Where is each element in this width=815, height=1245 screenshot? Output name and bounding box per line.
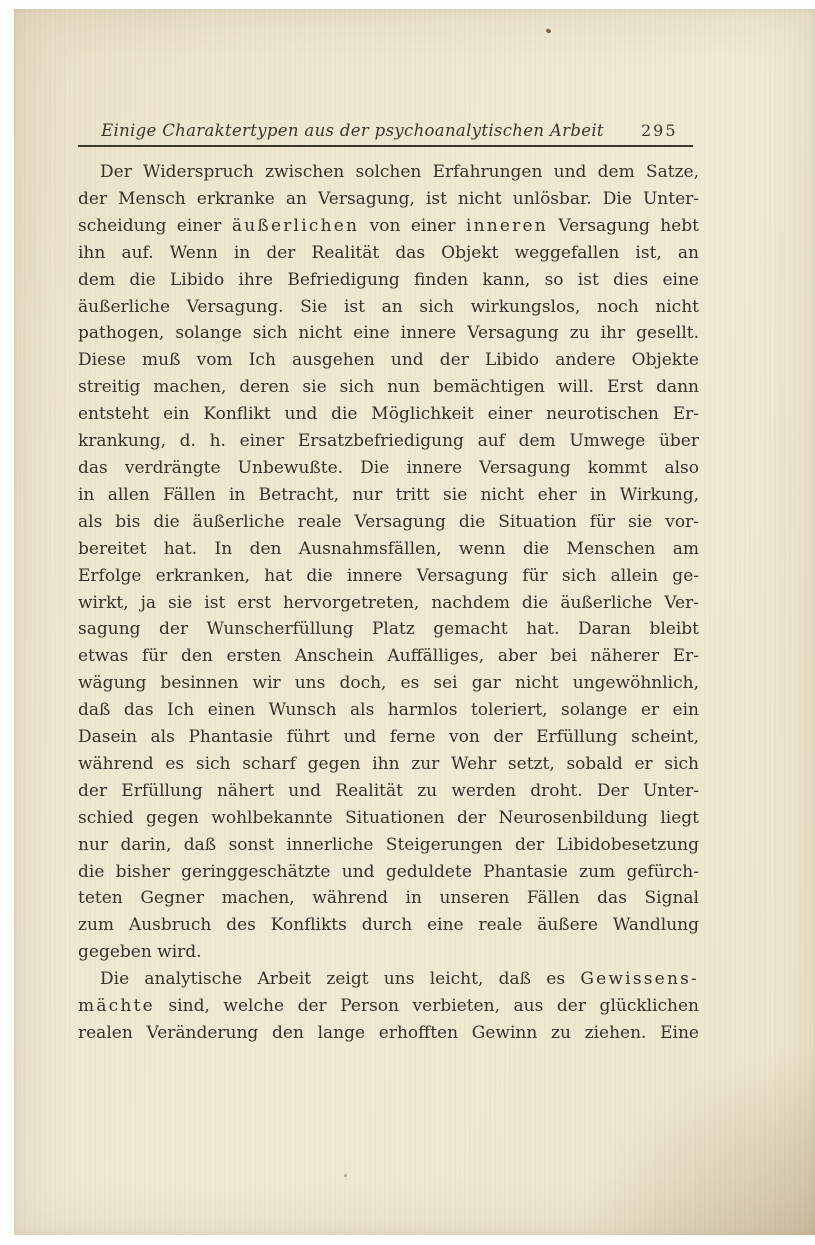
text-line [78, 832, 699, 859]
text-segment: das verdrängte Unbewußte. Die innere Versagung kommt also [78, 457, 699, 478]
text-line [78, 563, 699, 590]
text-segment: entsteht ein Konflikt und die Möglichkeit einer neurotischen Er- [78, 404, 699, 425]
text-line [78, 616, 699, 643]
text-line [78, 912, 699, 939]
text-segment: Diese muß vom Ich ausgehen und der Libido andere Objekte [78, 350, 699, 371]
text-line [78, 590, 699, 617]
text-line [78, 778, 699, 805]
text-segment: von einer [359, 215, 466, 236]
text-line [78, 428, 699, 455]
text-segment: während es sich scharf gegen ihn zur Wehr setzt, sobald er sich [78, 753, 699, 774]
text-segment: in allen Fällen in Betracht, nur tritt sie nicht eher in Wirkung, [78, 484, 699, 505]
text-line [78, 186, 699, 213]
text-segment: nur darin, daß sonst innerliche Steigerungen der Libidobesetzung [78, 834, 699, 855]
text-line [78, 724, 699, 751]
text-segment: daß das Ich einen Wunsch als harmlos toleriert, solange er ein [78, 700, 699, 721]
emphasized-text: Gewissens- [580, 969, 699, 990]
text-segment: pathogen, solange sich nicht eine innere Versagung zu ihr gesellt. [78, 323, 699, 344]
text-segment: Der Widerspruch zwischen solchen Erfahrungen und dem Satze, [100, 162, 699, 182]
text-line [78, 347, 699, 374]
page-content [78, 9, 699, 1047]
page-body-text [78, 159, 699, 1047]
text-line [78, 805, 699, 832]
text-line [78, 966, 699, 993]
text-segment: bereitet hat. In den Ausnahmsfällen, wenn die Menschen am [78, 538, 699, 559]
text-line [78, 1020, 699, 1047]
text-segment: sind, welche der Person verbieten, aus der glücklichen [154, 996, 699, 1017]
emphasized-text: mächte [78, 996, 155, 1017]
text-line [78, 482, 699, 509]
text-line [78, 993, 699, 1020]
text-line [78, 374, 699, 401]
text-segment: der Erfüllung nähert und Realität zu werden droht. Der Unter- [78, 780, 699, 801]
text-segment: scheidung einer [78, 215, 232, 236]
text-line [78, 643, 699, 670]
text-line [78, 670, 699, 697]
text-segment: äußerliche Versagung. Sie ist an sich wirkungslos, noch nicht [78, 296, 699, 317]
text-segment: wirkt, ja sie ist erst hervorgetreten, nachdem die äußerliche Ver- [78, 592, 699, 613]
text-segment: Versagung hebt [547, 215, 699, 236]
text-segment: etwas für den ersten Anschein Auffälliges, aber bei näherer Er- [78, 646, 699, 667]
text-line [78, 885, 699, 912]
text-line [78, 159, 699, 186]
text-segment: teten Gegner machen, während in unseren Fällen das Signal [78, 888, 699, 909]
text-segment: sagung der Wunscherfüllung Platz gemacht hat. Daran bleibt [78, 619, 699, 640]
text-line [78, 267, 699, 294]
text-line [78, 401, 699, 428]
text-segment: zum Ausbruch des Konflikts durch eine reale äußere Wandlung [78, 915, 699, 936]
text-segment: Dasein als Phantasie führt und ferne von der Erfüllung scheint, [78, 727, 699, 748]
paper-speck [344, 1174, 347, 1177]
text-segment: ihn auf. Wenn in der Realität das Objekt weggefallen ist, an [78, 242, 699, 263]
running-head [78, 121, 699, 140]
text-segment: die bisher geringgeschätzte und geduldete Phantasie zum gefürch- [78, 861, 699, 882]
text-line [78, 859, 699, 886]
text-segment: schied gegen wohlbekannte Situationen der Neurosenbildung liegt [78, 807, 699, 828]
text-segment: der Mensch erkranke an Versagung, ist nicht unlösbar. Die Unter- [78, 188, 699, 209]
text-segment: dem die Libido ihre Befriedigung finden kann, so ist dies eine [78, 269, 699, 290]
paragraph [78, 159, 699, 966]
text-segment: streitig machen, deren sie sich nun bemächtigen will. Erst dann [78, 377, 699, 398]
text-segment: wägung besinnen wir uns doch, es sei gar nicht ungewöhnlich, [78, 673, 699, 694]
emphasized-text: äußerlichen [231, 215, 360, 236]
text-segment: krankung, d. h. einer Ersatzbefriedigung auf dem Umwege über [78, 431, 699, 452]
scanned-page [14, 9, 815, 1235]
text-segment: Erfolge erkranken, hat die innere Versagung für sich allein ge- [78, 565, 699, 586]
text-segment: realen Veränderung den lange erhofften Gewinn zu ziehen. Eine [78, 1023, 699, 1043]
text-line [78, 939, 699, 966]
text-line [78, 213, 699, 240]
header-rule [78, 145, 693, 147]
text-segment: gegeben wird. [78, 942, 202, 963]
text-line [78, 320, 699, 347]
text-line [78, 240, 699, 267]
text-line [78, 751, 699, 778]
emphasized-text: inneren [465, 215, 548, 236]
text-line [78, 509, 699, 536]
text-segment: Die analytische Arbeit zeigt uns leicht, daß es [100, 969, 581, 990]
text-segment: als bis die äußerliche reale Versagung die Situation für sie vor- [78, 511, 699, 532]
paragraph [78, 966, 699, 1047]
text-line [78, 294, 699, 321]
text-line [78, 697, 699, 724]
page-number: 295 [641, 121, 678, 140]
text-line [78, 455, 699, 482]
text-line [78, 536, 699, 563]
running-head-title: Einige Charaktertypen aus der psychoanalytischen Arbeit [101, 121, 604, 140]
